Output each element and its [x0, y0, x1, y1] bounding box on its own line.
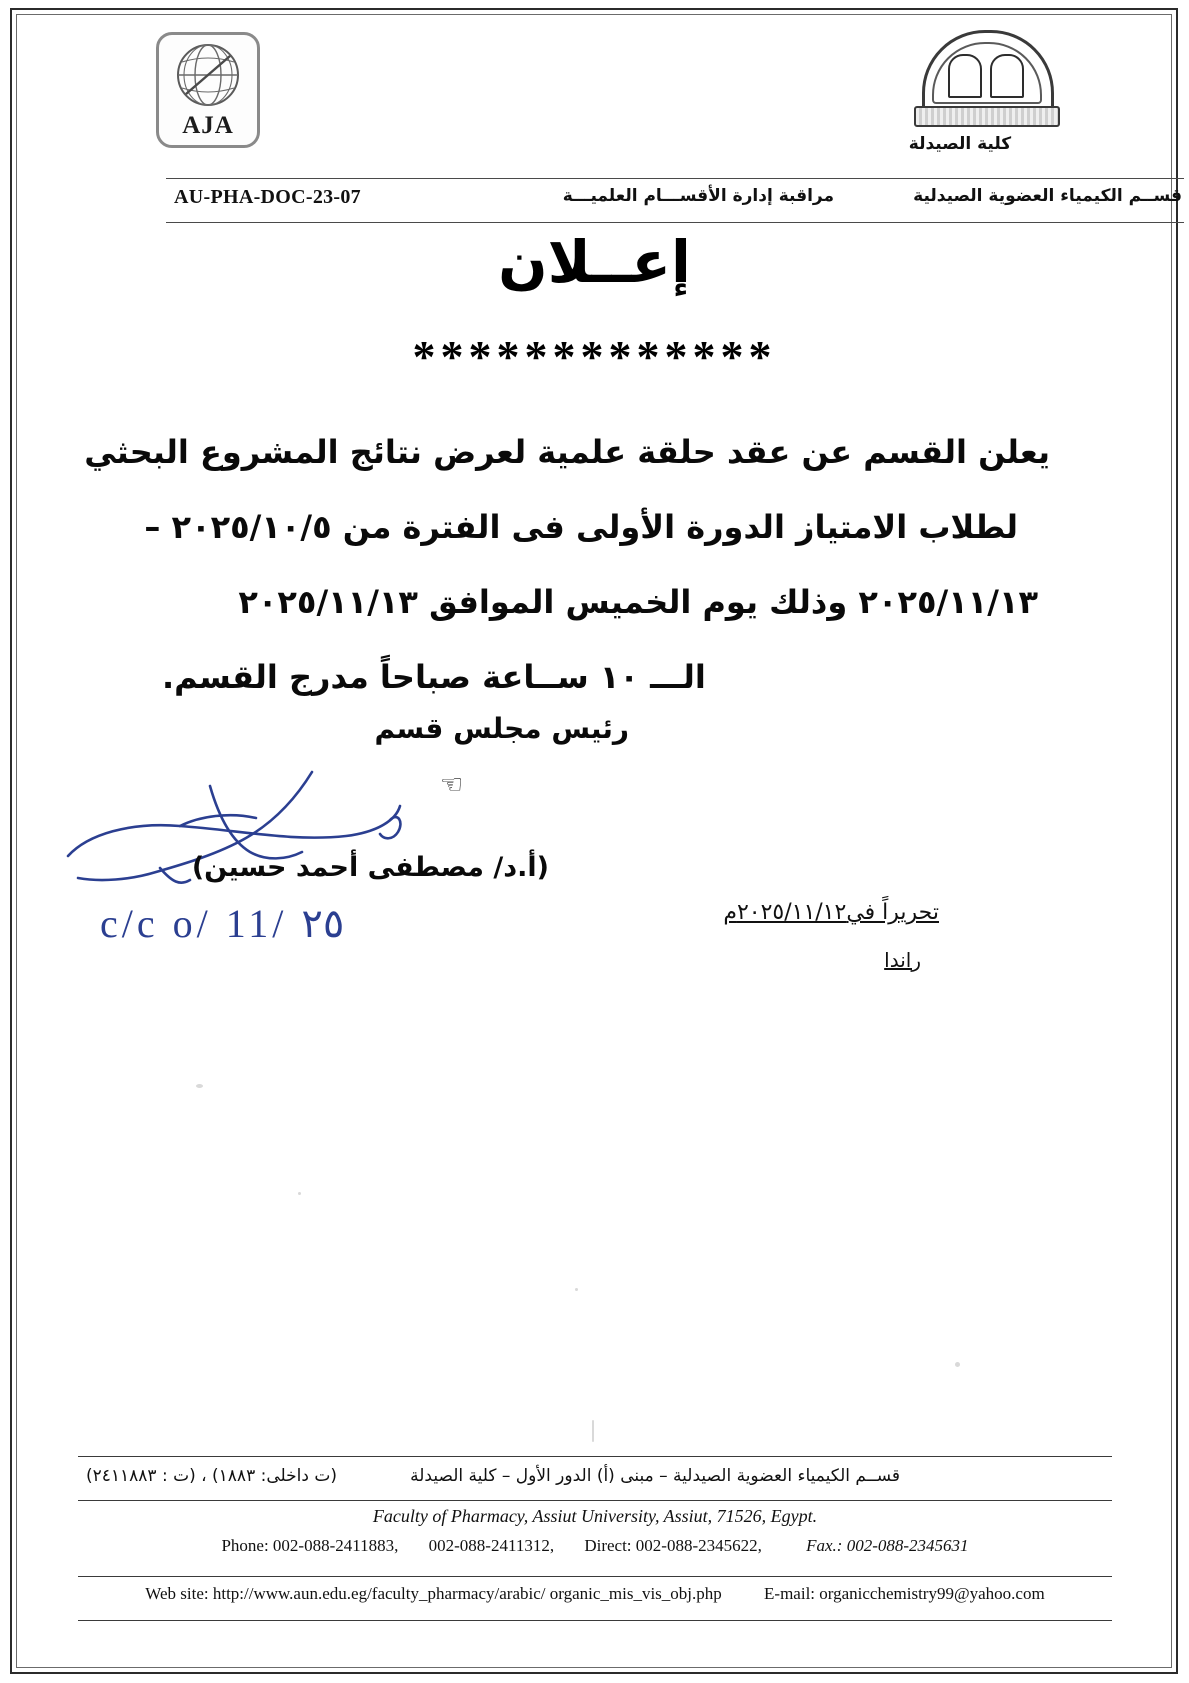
supervision-label: مراقبة إدارة الأقســـام العلميـــة [562, 186, 834, 206]
document-footer [78, 1448, 1112, 1628]
footer-extensions: (ت داخلى: ١٨٨٣) ، (ت : ٢٤١١٨٨٣) [86, 1466, 337, 1486]
footer-web-row [78, 1584, 1112, 1604]
document-header [78, 26, 1182, 208]
aja-logo-text: AJA [182, 112, 234, 139]
footer-phone-second: 002-088-2411312, [428, 1536, 555, 1555]
footer-address-row [78, 1462, 1112, 1496]
issued-by: راندا [884, 948, 921, 972]
scan-speck [955, 1362, 960, 1367]
footer-rule-4 [78, 1620, 1112, 1621]
footer-rule-1 [78, 1456, 1112, 1457]
scan-speck [592, 1420, 594, 1442]
body-line-3: ٢٠٢٥/١١/١٣ وذلك يوم الخميس الموافق ٢٠٢٥/١١/١٣ [238, 583, 1038, 621]
scan-speck [575, 1288, 578, 1291]
signature-title: رئيس مجلس قسم [374, 712, 629, 745]
body-line-4: الـــ ١٠ ســاعة صباحاً مدرج القسم. [162, 658, 706, 696]
header-rule-bottom [166, 222, 1184, 223]
globe-icon [172, 42, 244, 108]
department-name: قســم الكيمياء العضوية الصيدلية [913, 186, 1182, 206]
faculty-label: كلية الصيدلة [908, 134, 1012, 154]
signatory-name: (أ.د/ مصطفى أحمد حسين) [191, 852, 549, 883]
announcement-body [84, 415, 1050, 715]
title-star-divider: ************* [412, 331, 777, 382]
footer-rule-3 [78, 1576, 1112, 1577]
footer-direct: Direct: 002-088-2345622, [584, 1536, 762, 1555]
scan-speck [298, 1192, 301, 1195]
footer-faculty-en: Faculty of Pharmacy, Assiut University, Assiut, 71526, Egypt. [372, 1506, 818, 1526]
seal-tablet-right [990, 54, 1024, 98]
page-title: إعــلان [498, 228, 691, 296]
footer-phone-row [78, 1536, 1112, 1556]
aja-logo [156, 32, 260, 148]
document-code: AU-PHA-DOC-23-07 [174, 186, 361, 208]
footer-email[interactable]: E-mail: organicchemistry99@yahoo.com [764, 1584, 1045, 1603]
handwritten-date: c/c o/ 11/ ٢٥ [100, 901, 345, 946]
footer-phone: Phone: 002-088-2411883, [221, 1536, 399, 1555]
header-meta-row [166, 184, 1184, 220]
footer-department: قســم الكيمياء العضوية الصيدلية – مبنى (أ) الدور الأول – كلية الصيدلة [410, 1466, 900, 1486]
body-line-1: يعلن القسم عن عقد حلقة علمية لعرض نتائج المشروع البحثي [84, 433, 1050, 471]
footer-rule-2 [78, 1500, 1112, 1501]
issue-date: تحريراً في٢٠٢٥/١١/١٢م [723, 900, 939, 925]
body-line-2: لطلاب الامتياز الدورة الأولى فى الفترة من ٢٠٢٥/١٠/٥ – [144, 508, 1018, 546]
footer-website[interactable]: Web site: http://www.aun.edu.eg/faculty_pharmacy/arabic/ organic_mis_vis_obj.php [145, 1584, 722, 1603]
scan-speck [196, 1084, 203, 1088]
university-seal [910, 28, 1060, 128]
seal-tablet-left [948, 54, 982, 98]
pointing-hand-icon: ☞ [440, 770, 464, 800]
header-rule-top [166, 178, 1184, 179]
footer-fax: Fax.: 002-088-2345631 [806, 1536, 969, 1555]
seal-ribbon [914, 106, 1060, 127]
